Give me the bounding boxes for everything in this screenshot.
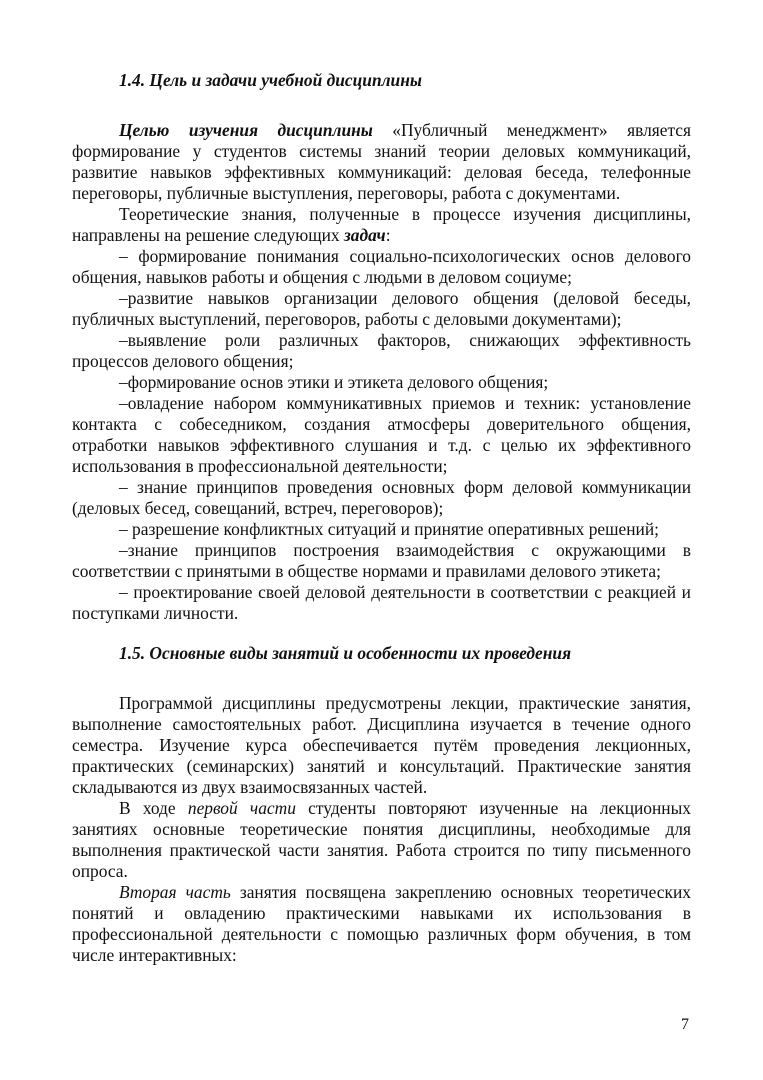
task-item: –формирование основ этики и этикета делового общения; bbox=[119, 372, 549, 392]
task-item: –знание принципов построения взаимодействия с окружающими в соответствии с принятыми в обществе нормами и правилами делового этикета; bbox=[72, 540, 691, 581]
section-heading-classes: 1.5. Основные виды занятий и особенности их проведения bbox=[119, 643, 572, 663]
task-item: – знание принципов проведения основных форм деловой коммуникации (деловых бесед, совещаний, встреч, переговоров); bbox=[72, 477, 691, 518]
task-item: –выявление роли различных факторов, снижающих эффективность процессов делового общения; bbox=[72, 330, 691, 371]
tasks-intro-text: Теоретические знания, полученные в процессе изучения дисциплины, направлены на решение следующих bbox=[72, 204, 691, 245]
second-part-paragraph bbox=[72, 882, 691, 966]
goal-text: «Публичный менеджмент» является формирование у студентов системы знаний теории деловых коммуникаций, развитие навыков эффективных коммуникаций: деловая беседа, телефонные переговоры, публичные выступления, переговоры, работа с документами. bbox=[72, 120, 691, 203]
task-item: – проектирование своей деловой деятельности в соответствии с реакцией и поступками личности. bbox=[72, 582, 691, 623]
second-part-text: занятия посвящена закреплению основных теоретических понятий и овладению практическими навыками их использования в профессиональной деятельности с помощью различных форм обучения, в том числе интерактивных: bbox=[72, 882, 691, 965]
goal-paragraph bbox=[72, 120, 691, 204]
program-paragraph: Программой дисциплины предусмотрены лекции, практические занятия, выполнение самостоятельных работ. Дисциплина изучается в течение одного семестра. Изучение курса обеспечивается путём проведения лекционных, практических (семинарских) занятий и консультаций. Практические занятия складываются из двух взаимосвязанных частей. bbox=[72, 693, 691, 797]
tasks-intro-colon: : bbox=[385, 225, 391, 245]
goal-lead-emphasis: Целью изучения дисциплины bbox=[119, 120, 373, 140]
task-item: – разрешение конфликтных ситуаций и принятие оперативных решений; bbox=[119, 519, 659, 539]
tasks-intro-paragraph bbox=[72, 204, 691, 246]
first-part-text-after: студенты повторяют изученные на лекционных занятиях основные теоретические понятия дисциплины, необходимые для выполнения практической части занятия. Работа строится по типу письменного опроса. bbox=[72, 798, 691, 881]
first-part-emphasis: первой части bbox=[187, 798, 296, 818]
document-page bbox=[72, 70, 691, 966]
task-item: –овладение набором коммуникативных приемов и техник: установление контакта с собеседником, создания атмосферы доверительного общения, отработки навыков эффективного слушания и т.д. с целью их эффективного использования в профессиональной деятельности; bbox=[72, 393, 691, 476]
section-heading-goals: 1.4. Цель и задачи учебной дисциплины bbox=[119, 70, 422, 90]
tasks-emphasis: задач bbox=[343, 225, 386, 245]
page-number: 7 bbox=[681, 1016, 689, 1033]
first-part-paragraph bbox=[72, 798, 691, 882]
first-part-text-before: В ходе bbox=[119, 798, 188, 818]
task-item: – формирование понимания социально-психологических основ делового общения, навыков работы и общения с людьми в деловом социуме; bbox=[72, 246, 691, 287]
task-item: –развитие навыков организации делового общения (деловой беседы, публичных выступлений, переговоров, работы с деловыми документами); bbox=[72, 288, 691, 329]
second-part-emphasis: Вторая часть bbox=[119, 882, 231, 902]
